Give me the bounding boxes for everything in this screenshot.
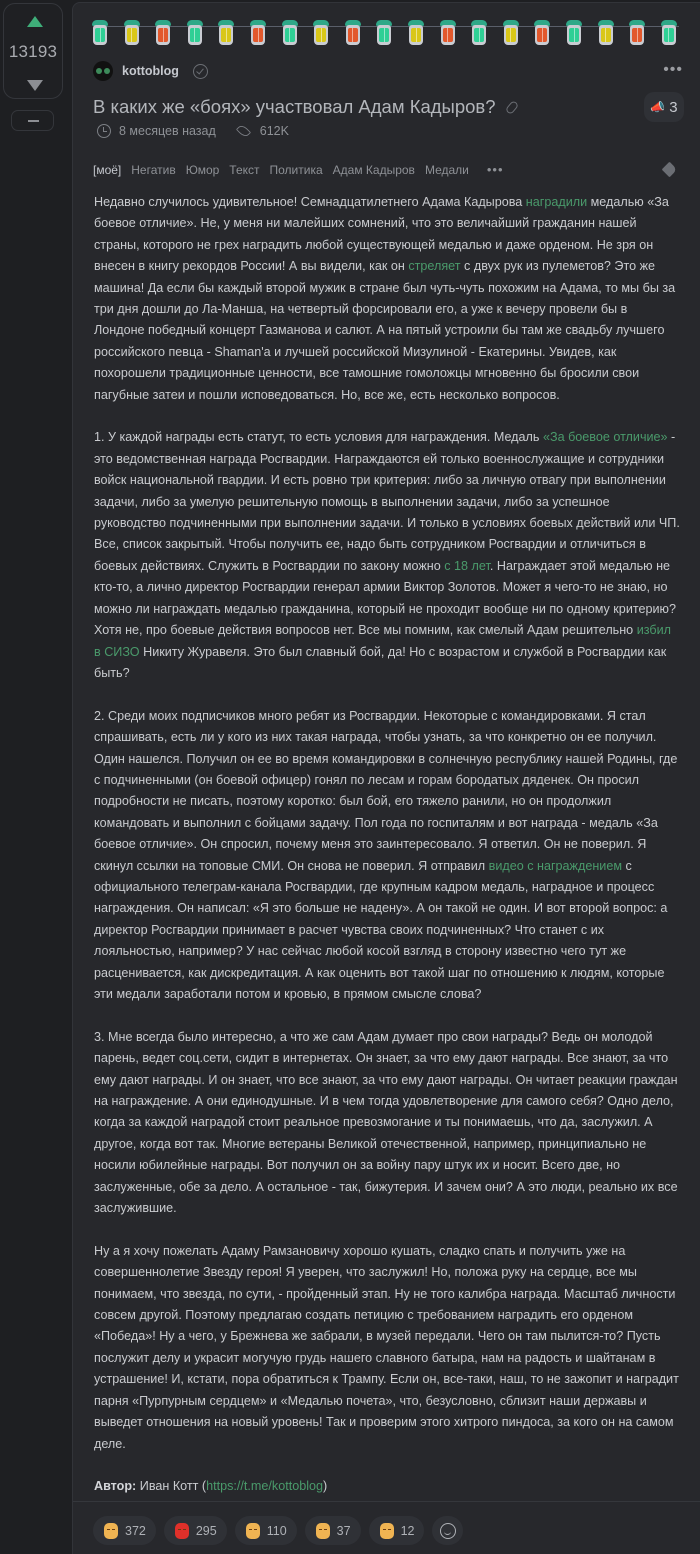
- lantern-icon: [312, 20, 330, 48]
- lantern-icon: [154, 20, 172, 48]
- text-segment: - это ведомственная награда Росгвардии. Награждаются ей только военнослужащие и сотрудники войск национальной гвардии. И есть ровно три критерия: либо за личную отвагу при выполнении задачи, либо за умелую решительную помощь в выполнении задачи, либо за успешное руководство подчиненными при выполнении задачи. И только в условиях боевых действий или ЧП. Все, список закрытый. Чтобы получить ее, надо быть сотрудником Росгвардии и отличиться в боевых действиях. Служить в Росгвардии по закону можно: [94, 430, 680, 573]
- reaction-angry-button[interactable]: [164, 1516, 227, 1545]
- reactions-bar: [93, 1516, 463, 1545]
- smiley-plus-icon: [440, 1523, 456, 1539]
- post-time: 8 месяцев назад: [119, 124, 216, 138]
- text-segment: медалью «За боевое отличие». Не, у меня ни малейших сомнений, что это величайший гражданин нашей страны, которого не грех наградить любой существующей медалью и даже орденом. Не зря он внесен в книгу рекордов России! А вы видели, как он: [94, 195, 669, 274]
- lantern-icon: [470, 20, 488, 48]
- lantern-icon: [91, 20, 109, 48]
- lantern-icon: [123, 20, 141, 48]
- lantern-icon: [407, 20, 425, 48]
- verified-check-icon: [193, 64, 208, 79]
- tag-link[interactable]: Юмор: [185, 162, 220, 177]
- lantern-icon: [281, 20, 299, 48]
- reaction-count: 12: [400, 1523, 415, 1538]
- lantern-icon: [502, 20, 520, 48]
- lantern-icon: [439, 20, 457, 48]
- reaction-count: 295: [195, 1523, 217, 1538]
- tag-link[interactable]: Политика: [269, 162, 323, 177]
- text-segment: с двух рук из пулеметов? Это же машина! Да если бы каждый второй мужик в стране был чуть-чуть похожим на Адама, то мы бы за три дня дошли до Ла-Манша, на четвертый форсировали его, а уже к вечеру провели бы в Лондоне победный концерт Газманова и салют. А на пятый устроили бы там же свадьбу лучшего российского певца - Shaman'a и лучшей российской Мизулиной - Екатерины. Увидев, как похорошели традиционные ценности, все тамошние гомоложцы мгновенно бы бросили свои пагубные затеи и пошли исповедоваться. Но, все же, есть несколько вопросов.: [94, 259, 676, 402]
- inline-link[interactable]: «За боевое отличие»: [542, 430, 668, 445]
- angry-emoji-icon: [175, 1523, 189, 1539]
- tag-icon[interactable]: [662, 162, 678, 178]
- share-count: 3: [669, 98, 678, 116]
- reaction-crying-button[interactable]: [235, 1516, 297, 1545]
- clock-icon: [97, 124, 111, 138]
- more-options-button[interactable]: •••: [663, 61, 683, 78]
- share-button[interactable]: [644, 92, 684, 122]
- lantern-icon: [660, 20, 678, 48]
- lantern-icon: [249, 20, 267, 48]
- megaphone-icon: 📣: [650, 100, 666, 114]
- paragraph: [94, 1027, 680, 1220]
- post-content: [94, 192, 680, 1519]
- garland-decoration: [91, 17, 691, 49]
- eye-icon: [236, 123, 251, 138]
- reaction-laughing-button[interactable]: [93, 1516, 156, 1545]
- paragraph: [94, 427, 680, 684]
- tag-link[interactable]: Текст: [229, 162, 260, 177]
- post-title[interactable]: [93, 96, 516, 118]
- link-icon[interactable]: [504, 100, 518, 115]
- paragraph: [94, 1241, 680, 1455]
- tag-link[interactable]: Медали: [424, 162, 469, 177]
- angel-emoji-icon: [316, 1523, 330, 1539]
- text-segment: Никиту Журавеля. Это был славный бой, да! Но с возрастом и службой в Росгвардии как быть?: [94, 644, 667, 680]
- tag-link[interactable]: [моё]: [93, 162, 122, 177]
- tag-link[interactable]: Адам Кадыров: [332, 162, 415, 177]
- reaction-shocked-button[interactable]: [369, 1516, 425, 1545]
- lantern-icon: [565, 20, 583, 48]
- rating-score: 13193: [8, 42, 58, 61]
- avatar[interactable]: [93, 61, 113, 81]
- inline-link[interactable]: наградили: [525, 195, 588, 209]
- divider: [73, 1501, 700, 1502]
- author-name[interactable]: kottoblog: [122, 64, 179, 78]
- collapse-post-button[interactable]: [11, 110, 54, 131]
- shocked-emoji-icon: [380, 1523, 394, 1539]
- text-segment: Недавно случилось удивительное! Семнадцатилетнего Адама Кадырова: [94, 195, 526, 209]
- telegram-link[interactable]: https://t.me/kottoblog: [206, 1479, 324, 1494]
- tag-link[interactable]: Негатив: [131, 162, 176, 177]
- lantern-icon: [533, 20, 551, 48]
- signature-name: Иван Котт (: [136, 1479, 207, 1494]
- inline-link[interactable]: с 18 лет: [444, 558, 490, 573]
- text-segment: с официального телеграм-канала Росгвардии, где крупным кадром медаль, наградное и процесс награждения. Он написал: «Я это больше не надену». А он такой не один. И вот второй вопрос: а директор Росгвардии принимает в расчет чувства своих подчиненных? Что станет с их лояльностью, например? У нас сейчас любой косой взгляд в сторону известно чего тут же расценивается, как дискредитация. А как оценить вот такой шаг по отношению к людям, которые эти медали заработали потом и кровью, в прямом смысле слова?: [94, 858, 668, 1001]
- reaction-angel-button[interactable]: [305, 1516, 361, 1545]
- reaction-count: 372: [125, 1523, 146, 1538]
- paragraph: [94, 192, 680, 406]
- vote-panel: [3, 3, 63, 99]
- reaction-count: 37: [336, 1523, 351, 1538]
- text-segment: 1. У каждой награды есть статут, то есть условия для награждения. Медаль: [94, 430, 543, 445]
- view-count: 612K: [259, 124, 289, 138]
- laughing-emoji-icon: [104, 1523, 118, 1539]
- reaction-count: 110: [266, 1523, 287, 1538]
- lantern-icon: [344, 20, 362, 48]
- post-meta: [97, 124, 289, 138]
- text-segment: Ну а я хочу пожелать Адаму Рамзановичу хорошо кушать, сладко спать и получить уже на совершеннолетие Звезду героя! Я уверен, что заслужил! Но, положа руку на сердце, все мы понимаем, что звезда, по сути, - пройденный этап. Ну не того калибра награда. Масштаб личности совсем другой. Поэтому предлагаю создать петицию с требованием наградить его орденом «Победа»! Ну а чего, у Брежнева же забрали, в музей передали. Чего он там пылится-то? Пусть послужит делу и украсит могучую грудь нашего славного батыра, нам на радость и шайтанам в устрашение! И, кстати, пора обратиться к Трампу. Если он, все-таки, наш, то не зажопит и наградит парня «Пурпурным сердцем» и «Медалью почета», что, безусловно, сблизит наши державы и выведет отношения на новый уровень! Так и проверим этого хитрого пиндоса, за кого он на самом деле.: [94, 1243, 679, 1451]
- text-segment: . Награждает этой медалью не кто-то, а лично директор Росгвардии генерал армии Виктор Золотов. Может я чего-то не знаю, но можно ли награждать медалью гражданина, который не проходит вообще ни по одному критерию? Хотя не, про боевые действия вопросов нет. Все мы помним, как смелый Адам решительно: [94, 558, 676, 638]
- author-signature: [94, 1476, 680, 1497]
- add-reaction-button[interactable]: [432, 1516, 463, 1545]
- text-segment: 2. Среди моих подписчиков много ребят из Росгвардии. Некоторые с командировками. Я стал спрашивать, есть ли у кого из них такая награда, чтобы узнать, за что конкретно он ее получил. Один нашелся. Получил он ее во время командировки в солнечную республику нашей Родины, где с подчиненными (он боевой офицер) гонял по лесам и горам бородатых дяденек. Он просил подробности не писать, поэтому коротко: был бой, его тяжело ранили, но он продолжил командовать и выполнил с бойцами задачу. Пол года по госпиталям и вот награда - медаль «За боевое отличие». Он спросил, почему меня это заинтересовало. Я ответил. Он не поверил. Я скинул ссылки на топовые СМИ. Он снова не поверил. Я отправил: [94, 708, 678, 873]
- post-title-text: В каких же «боях» участвовал Адам Кадыров?: [93, 96, 496, 117]
- signature-close: ): [323, 1479, 328, 1494]
- tag-list: [93, 162, 504, 177]
- lantern-icon: [375, 20, 393, 48]
- author-row: [93, 60, 208, 82]
- inline-link[interactable]: стреляет: [408, 259, 461, 274]
- more-tags-button[interactable]: •••: [486, 162, 504, 177]
- story-card: [72, 2, 700, 1554]
- downvote-arrow-icon[interactable]: [27, 80, 43, 91]
- crying-emoji-icon: [246, 1523, 260, 1539]
- text-segment: 3. Мне всегда было интересно, а что же сам Адам думает про свои награды? Ведь он молодой парень, ведет соц.сети, сидит в интернетах. Он знает, за что ему дают награды. Все знают, за что ему дают награды. И он знает, что все знают, за что ему дают награды. Он читает реакции граждан на награждение. А они единодушные. И в чем тогда удовлетворение для самого себя? Одно дело, когда за каждой наградой стоит реальное превозмогание и ты понимаешь, что да, заслужил. А другое, когда вот так. Многие ветераны Великой отечественной, например, принципиально не носили юбилейные награды. Вот получил он за войну пару штук их и носит. Всего две, но заслуженные, обе за дело. А остальное - так, бижутерия. И зачем они? А это люди, реально их все заслужившие.: [94, 1029, 678, 1216]
- lantern-icon: [186, 20, 204, 48]
- signature-label: Автор:: [94, 1479, 137, 1494]
- lantern-icon: [597, 20, 615, 48]
- paragraph: [94, 706, 680, 1006]
- lantern-icon: [217, 20, 235, 48]
- lantern-icon: [628, 20, 646, 48]
- inline-link[interactable]: избил в СИЗО: [94, 623, 671, 659]
- upvote-arrow-icon[interactable]: [27, 16, 43, 27]
- inline-link[interactable]: видео с награждением: [488, 858, 622, 873]
